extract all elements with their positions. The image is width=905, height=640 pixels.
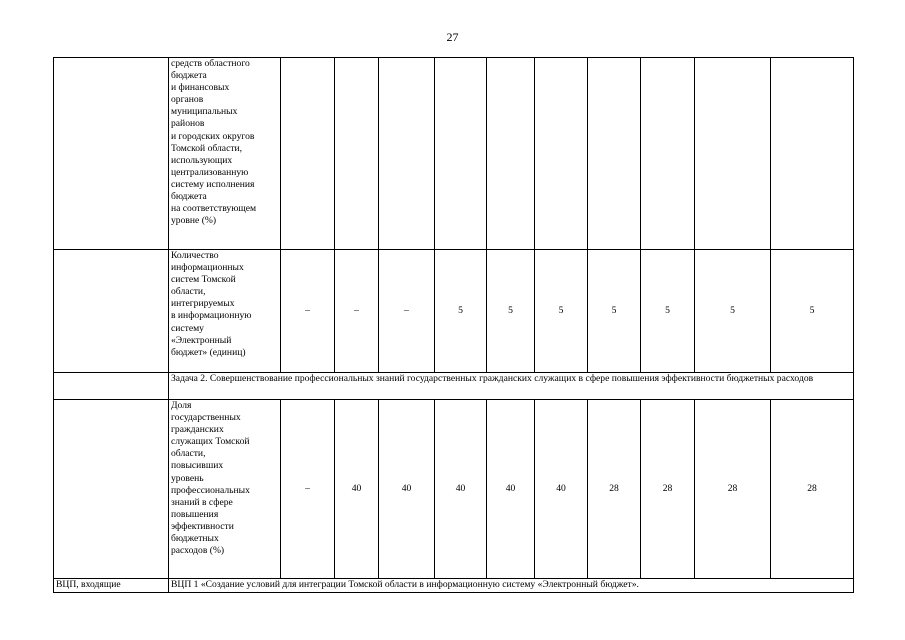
program-cell — [54, 58, 169, 250]
value-cell: 5 — [695, 250, 771, 373]
value-cell: 28 — [641, 400, 695, 579]
table-row — [54, 250, 854, 373]
value-cell: 28 — [771, 400, 854, 579]
table-row — [54, 373, 854, 400]
footer-right-cell: ВЦП 1 «Создание условий для интеграции Томской области в информационную систему «Электронный бюджет». — [169, 579, 854, 593]
value-cell: – — [379, 250, 435, 373]
value-cell: 40 — [435, 400, 487, 579]
indicator-name: Доля государственных гражданских служащих Томской области, повысивших уровень профессиональных знаний в сфере повышения эффективности бюджетных расходов (%) — [169, 400, 281, 579]
program-cell — [54, 373, 169, 400]
table-row — [54, 579, 854, 593]
footer-left-cell: ВЦП, входящие — [54, 579, 169, 593]
value-cell: 40 — [535, 400, 588, 579]
value-cell — [771, 58, 854, 250]
value-cell — [379, 58, 435, 250]
value-cell: 5 — [771, 250, 854, 373]
value-cell: 40 — [335, 400, 379, 579]
value-cell: 28 — [695, 400, 771, 579]
value-cell: 5 — [487, 250, 535, 373]
program-cell — [54, 250, 169, 373]
value-cell — [588, 58, 641, 250]
indicator-name: средств областного бюджета и финансовых органов муниципальных районов и городских округов Томской области, использующих централизованную систему исполнения бюджета на соответствующем уровне (%) — [169, 58, 281, 250]
value-cell: 40 — [487, 400, 535, 579]
value-cell — [435, 58, 487, 250]
indicators-table — [53, 57, 854, 593]
value-cell — [487, 58, 535, 250]
value-cell — [535, 58, 588, 250]
value-cell — [281, 58, 335, 250]
value-cell: 5 — [641, 250, 695, 373]
value-cell: – — [281, 250, 335, 373]
value-cell: – — [335, 250, 379, 373]
value-cell — [335, 58, 379, 250]
value-cell: 40 — [379, 400, 435, 579]
table-row — [54, 58, 854, 250]
value-cell: 5 — [588, 250, 641, 373]
program-cell — [54, 400, 169, 579]
value-cell: 5 — [435, 250, 487, 373]
table-row — [54, 400, 854, 579]
value-cell — [695, 58, 771, 250]
indicator-name: Количество информационных систем Томской области, интегрируемых в информационную систему «Электронный бюджет» (единиц) — [169, 250, 281, 373]
value-cell: – — [281, 400, 335, 579]
task-heading: Задача 2. Совершенствование профессиональных знаний государственных гражданских служащих в сфере повышения эффективности бюджетных расходов — [169, 373, 854, 400]
page-number: 27 — [446, 30, 459, 44]
value-cell — [641, 58, 695, 250]
value-cell: 28 — [588, 400, 641, 579]
value-cell: 5 — [535, 250, 588, 373]
